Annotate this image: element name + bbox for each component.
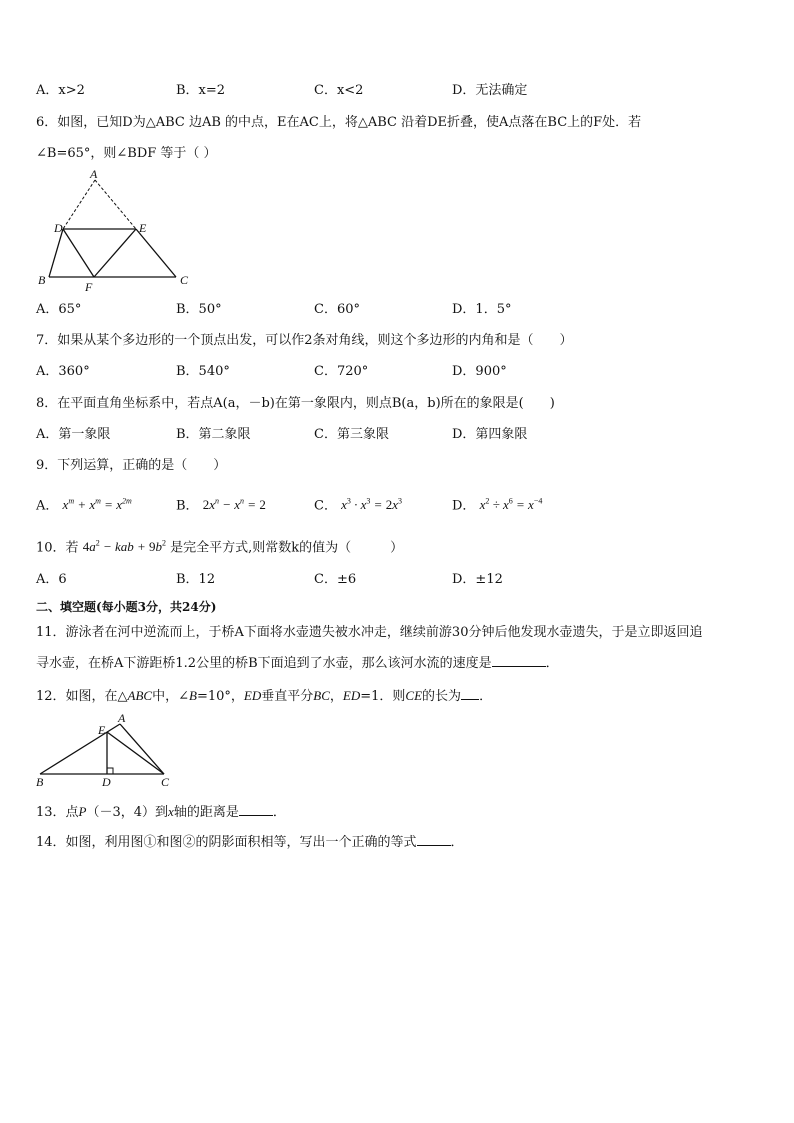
q12-bc: BC <box>313 688 330 703</box>
q6-stem-line1: 6．如图，已知D为△ABC 边AB 的中点，E在AC上，将△ABC 沿着DE折叠，使A点落在BC上的F处．若 <box>36 115 642 130</box>
q14-text: 14．如图，利用图①和图②的阴影面积相等，写出一个正确的等式 <box>36 835 417 850</box>
q8-option-b: B．第二象限 <box>176 427 251 442</box>
q10-option-d: D．±12 <box>452 572 503 587</box>
q8-option-c: C．第三象限 <box>314 427 389 442</box>
q14-text-end: ． <box>450 835 464 850</box>
q7-option-a: A．360° <box>36 364 90 379</box>
q10-option-c: C．±6 <box>314 572 357 587</box>
q12-ce: CE <box>405 688 423 703</box>
q6-option-a: A．65° <box>36 302 82 317</box>
q6-stem-line2: ∠B=65°，则∠BDF 等于（ ） <box>36 146 217 161</box>
q9-option-b-expr: $2x^n - x^n = 2$ <box>202 497 266 513</box>
q6-label-d: D <box>54 221 63 235</box>
q13-p: P <box>78 804 87 819</box>
q12-text-5: ， <box>329 689 343 704</box>
q12-label-e: E <box>98 723 106 737</box>
q9-option-a-expr: $x^m + x^m = x^{2m}$ <box>62 497 132 513</box>
q5-option-a: A．x>2 <box>36 83 85 98</box>
q7-option-d: D．900° <box>452 364 507 379</box>
q12-ed: ED <box>243 688 262 703</box>
q6-option-b: B．50° <box>176 302 222 317</box>
q12-label-c: C <box>161 775 170 788</box>
q5-option-b: B．x=2 <box>176 83 226 98</box>
q9-stem: 9．下列运算，正确的是（ ） <box>36 458 227 473</box>
q6-triangle-figure <box>34 166 194 292</box>
q10-stem-expr: $4a^2$ − kab + $9b^2$ <box>82 539 167 555</box>
q11-line2 <box>36 654 559 673</box>
section2-title: 二、填空题(每小题3分，共24分) <box>36 600 217 614</box>
q9-option-c-expr: $x^3 \cdot x^3 = 2x^3$ <box>341 497 402 513</box>
q9-option-d-letter: D． <box>452 498 476 514</box>
q11-answer-blank[interactable] <box>492 654 546 667</box>
q5-option-d: D．无法确定 <box>452 83 528 98</box>
q9-option-b <box>176 493 266 515</box>
q13-answer-blank[interactable] <box>239 803 273 816</box>
q9-option-b-letter: B． <box>176 498 199 514</box>
q12-triangle-figure <box>34 710 174 788</box>
q13-text-3: 轴的距离是 <box>173 805 239 820</box>
q10-option-b: B．12 <box>176 572 216 587</box>
q12-label-b: B <box>36 775 44 788</box>
q12-text-2: 中，∠ <box>152 689 190 704</box>
q12-text-3: =10°， <box>196 689 244 704</box>
q12-text-end: ． <box>479 689 493 704</box>
q6-label-a: A <box>90 167 98 181</box>
q12-abc: ABC <box>127 688 153 703</box>
q9-option-a <box>36 493 132 515</box>
q6-label-e: E <box>139 221 147 235</box>
q11-line2-text: 寻水壶，在桥A下游距桥1.2公里的桥B下面追到了水壶，那么该河水流的速度是 <box>36 656 492 671</box>
q13-text-end: ． <box>272 805 286 820</box>
q13-x: x <box>168 804 174 819</box>
q7-option-b: B．540° <box>176 364 230 379</box>
q12-label-a: A <box>118 711 126 725</box>
q10-option-a: A．6 <box>36 572 67 587</box>
q10-stem-prefix: 10．若 <box>36 540 79 556</box>
q9-option-d-expr: $x^2 \div x^6 = x^{-4}$ <box>479 497 543 513</box>
q9-option-c-letter: C． <box>314 498 337 514</box>
q7-stem: 7．如果从某个多边形的一个顶点出发，可以作2条对角线，则这个多边形的内角和是（ ） <box>36 333 573 348</box>
q6-label-f: F <box>85 280 93 292</box>
q12-stem <box>36 687 492 706</box>
q14-stem <box>36 833 464 852</box>
q10-stem-suffix: 是完全平方式,则常数k的值为（ ） <box>170 540 404 556</box>
q12-label-d: D <box>102 775 111 788</box>
q12-text-7: 的长为 <box>422 689 462 704</box>
q13-text-2: （－3，4）到 <box>86 805 169 820</box>
q6-option-c: C．60° <box>314 302 360 317</box>
q12-ed2: ED <box>342 688 361 703</box>
q6-label-b: B <box>38 273 46 287</box>
q11-line1: 11．游泳者在河中逆流而上，于桥A下面将水壶遗失被水冲走，继续前游30分钟后他发现水壶遗失，于是立即返回追 <box>36 625 703 640</box>
q7-option-c: C．720° <box>314 364 369 379</box>
q10-stem <box>36 535 403 557</box>
q13-text-1: 13．点 <box>36 805 79 820</box>
q11-line2-end: ． <box>545 656 559 671</box>
q12-b: B <box>189 688 197 703</box>
q8-option-a: A．第一象限 <box>36 427 111 442</box>
q6-option-d: D．1．5° <box>452 302 512 317</box>
q9-option-c <box>314 493 402 515</box>
q13-stem <box>36 803 286 822</box>
q12-answer-blank[interactable] <box>461 687 479 700</box>
q8-stem: 8．在平面直角坐标系中，若点A(a，－b)在第一象限内，则点B(a，b)所在的象限是( ) <box>36 396 555 411</box>
q12-text-6: =1．则 <box>360 689 406 704</box>
q9-option-d <box>452 493 542 515</box>
q8-option-d: D．第四象限 <box>452 427 528 442</box>
q9-option-a-letter: A． <box>36 498 59 514</box>
q14-answer-blank[interactable] <box>417 833 451 846</box>
q12-text-1: 12．如图，在△ <box>36 689 128 704</box>
q5-option-c: C．x<2 <box>314 83 364 98</box>
q12-text-4: 垂直平分 <box>261 689 314 704</box>
q6-label-c: C <box>180 273 189 287</box>
